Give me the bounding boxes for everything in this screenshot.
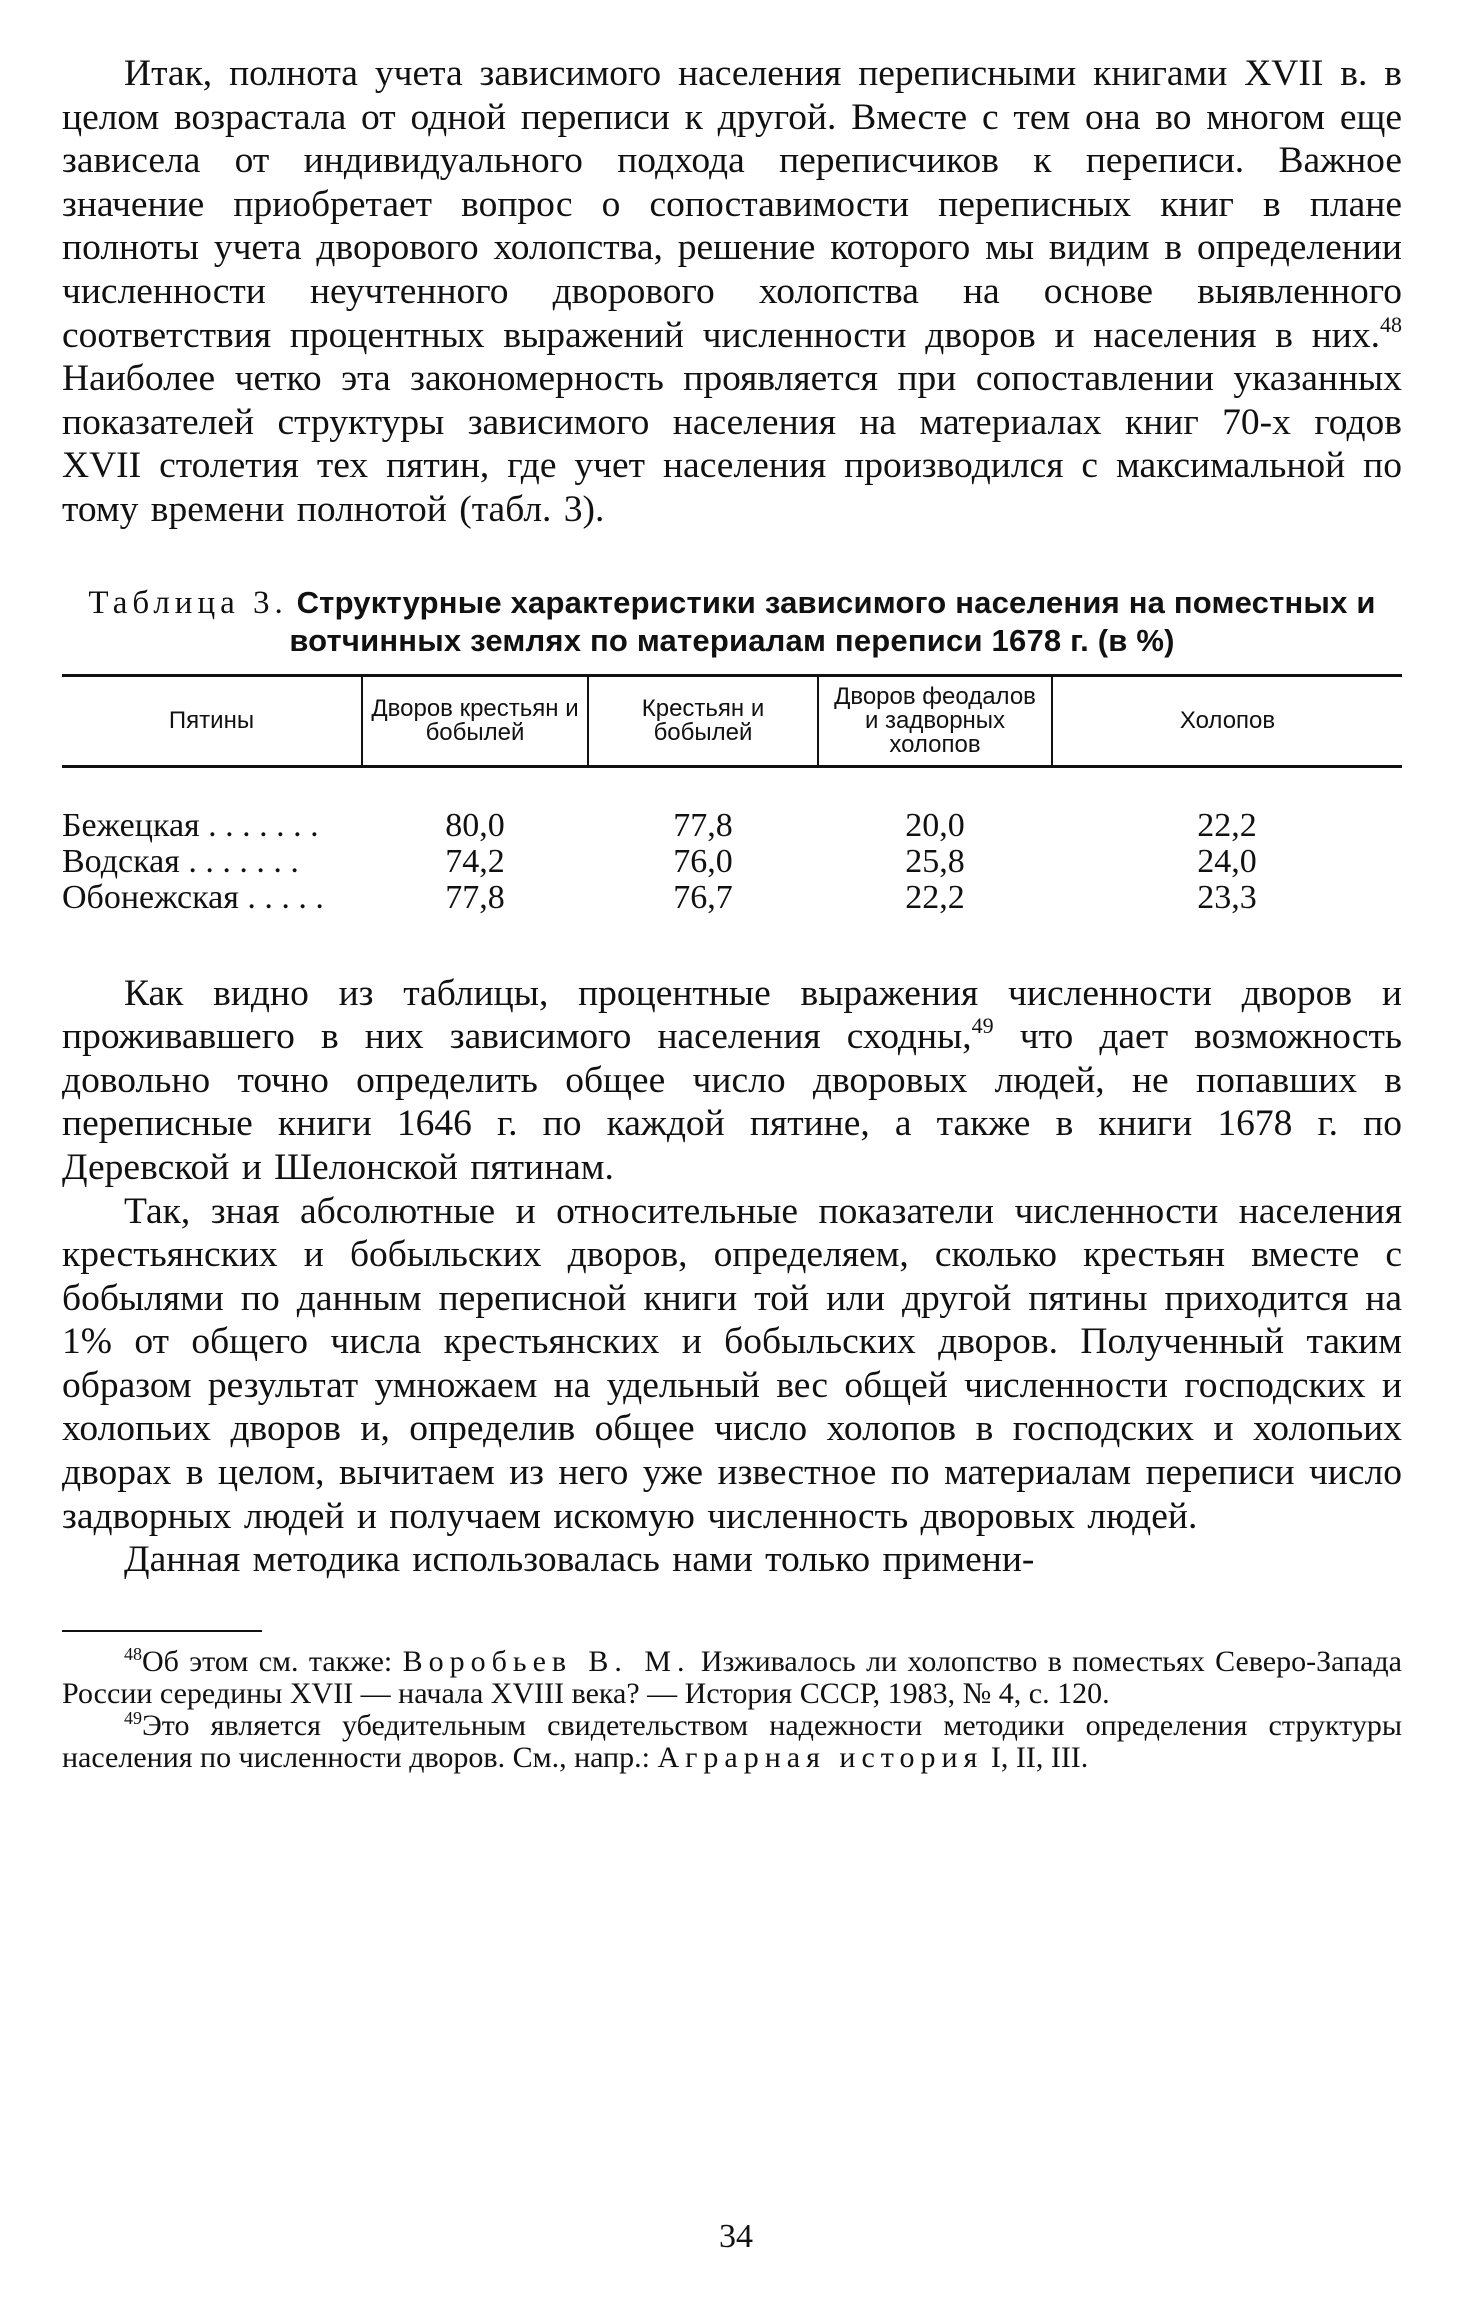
table-row — [62, 880, 1402, 916]
footnote-48 — [62, 1643, 1402, 1710]
header-feudal-households: Дворов феодалов и задворных холопов — [818, 675, 1052, 766]
data-table — [62, 674, 1402, 916]
footnote-49-text-end: I, II, III. — [983, 1740, 1089, 1774]
footnote-49 — [62, 1707, 1402, 1774]
table-row — [62, 844, 1402, 880]
paragraph-1-continued: Наиболее четко эта закономерность проявляется при сопоставлении указанных показателей структуры зависимого населения на материалах книг 70-х годов XVII столетия тех пятин, где учет населения производился с максимальной по тому времени полнотой (табл. 3). — [62, 358, 1402, 530]
header-serfs: Холопов — [1052, 675, 1402, 766]
cell-value: 22,2 — [1197, 806, 1257, 844]
footnote-48-text: Об этом см. также: — [142, 1644, 403, 1678]
footnote-48-text-end: Изживалось ли холопство в поместьях Северо-Запада России середины XVII — начала XVIII века? — История СССР, 1983, № 4, с. 120. — [62, 1644, 1402, 1710]
footnotes — [62, 1630, 1402, 1774]
cell-value: 24,0 — [1197, 842, 1257, 880]
row-region: Водская . . . . . . . — [62, 842, 299, 880]
table-spacer — [62, 916, 1402, 972]
cell-value: 23,3 — [1197, 878, 1257, 916]
footnote-ref-49[interactable]: 49 — [971, 1013, 994, 1039]
cell-value: 76,7 — [673, 878, 733, 916]
paragraph-3: Так, зная абсолютные и относительные показатели численности населения крестьянских и бобыльских дворов, определяем, сколько крестьян вместе с бобылями по данным переписной книги той или другой пятины приходится на 1% от общего числа крестьянских и бобыльских дворов. Полученный таким образом результат умножаем на удельный вес общей численности господских и холопьих дворов и, определив общее число холопов в господских и холопьих дворах в целом, вычитаем из него уже известное по материалам переписи число задворных людей и получаем искомую численность дворовых людей. — [62, 1190, 1402, 1537]
footnote-ref-48[interactable]: 48 — [1380, 311, 1402, 337]
footnote-48-author: Воробьев В. М. — [402, 1644, 691, 1678]
footnote-49-source: Аграрная история — [657, 1740, 984, 1774]
page-content — [62, 52, 1402, 1774]
paragraph-2 — [62, 972, 1402, 1190]
cell-value: 77,8 — [445, 878, 505, 916]
footnote-49-marker: 49 — [124, 1707, 142, 1728]
row-region: Обонежская . . . . . — [62, 878, 324, 916]
header-peasant-households: Дворов крестьян и бобылей — [362, 675, 588, 766]
table-title: Структурные характеристики зависимого населения на поместных и вотчинных землях по материалам переписи 1678 г. (в %) — [289, 584, 1376, 658]
table-row — [62, 766, 1402, 844]
cell-value: 74,2 — [445, 842, 505, 880]
cell-value: 77,8 — [673, 806, 733, 844]
page-number: 34 — [719, 2218, 753, 2255]
footnote-divider — [62, 1630, 262, 1632]
paragraph-2-text: Как видно из таблицы, процентные выражения численности дворов и проживавшего в них зависимого населения сходны, — [62, 972, 1402, 1058]
footnote-49-text: Это является убедительным свидетельством надежности методики определения структуры населения по численности дворов. См., напр.: — [62, 1708, 1402, 1774]
header-peasants: Крестьян и бобылей — [588, 675, 818, 766]
footnote-48-marker: 48 — [124, 1643, 142, 1664]
cell-value: 25,8 — [905, 842, 965, 880]
cell-value: 76,0 — [673, 842, 733, 880]
header-region: Пятины — [62, 675, 362, 766]
cell-value: 80,0 — [445, 806, 505, 844]
cell-value: 22,2 — [905, 878, 965, 916]
paragraph-2-continued: что дает возможность довольно точно определить общее число дворовых людей, не попавших в переписные книги 1646 г. по каждой пятине, а также в книги 1678 г. по Деревской и Шелонской пятинам. — [62, 1016, 1403, 1188]
table-label: Таблица 3. — [88, 584, 288, 621]
table-header-row — [62, 675, 1402, 766]
paragraph-4: Данная методика использовалась нами только примени- — [124, 1539, 1035, 1581]
paragraph-1 — [62, 52, 1402, 532]
cell-value: 20,0 — [905, 806, 965, 844]
paragraph-1-text: Итак, полнота учета зависимого населения переписными книгами XVII в. в целом возрастала от одной переписи к другой. Вместе с тем она во многом еще зависела от индивидуального подхода переписчиков к переписи. Важное значение приобретает вопрос о сопоставимости переписных книг в плане полноты учета дворового холопства, решение которого мы видим в определении численности неучтенного дворового холопства на основе выявленного соответствия процентных выражений численности дворов и населения в них. — [62, 53, 1402, 356]
table-caption — [62, 584, 1402, 660]
row-region: Бежецкая . . . . . . . — [62, 806, 319, 844]
